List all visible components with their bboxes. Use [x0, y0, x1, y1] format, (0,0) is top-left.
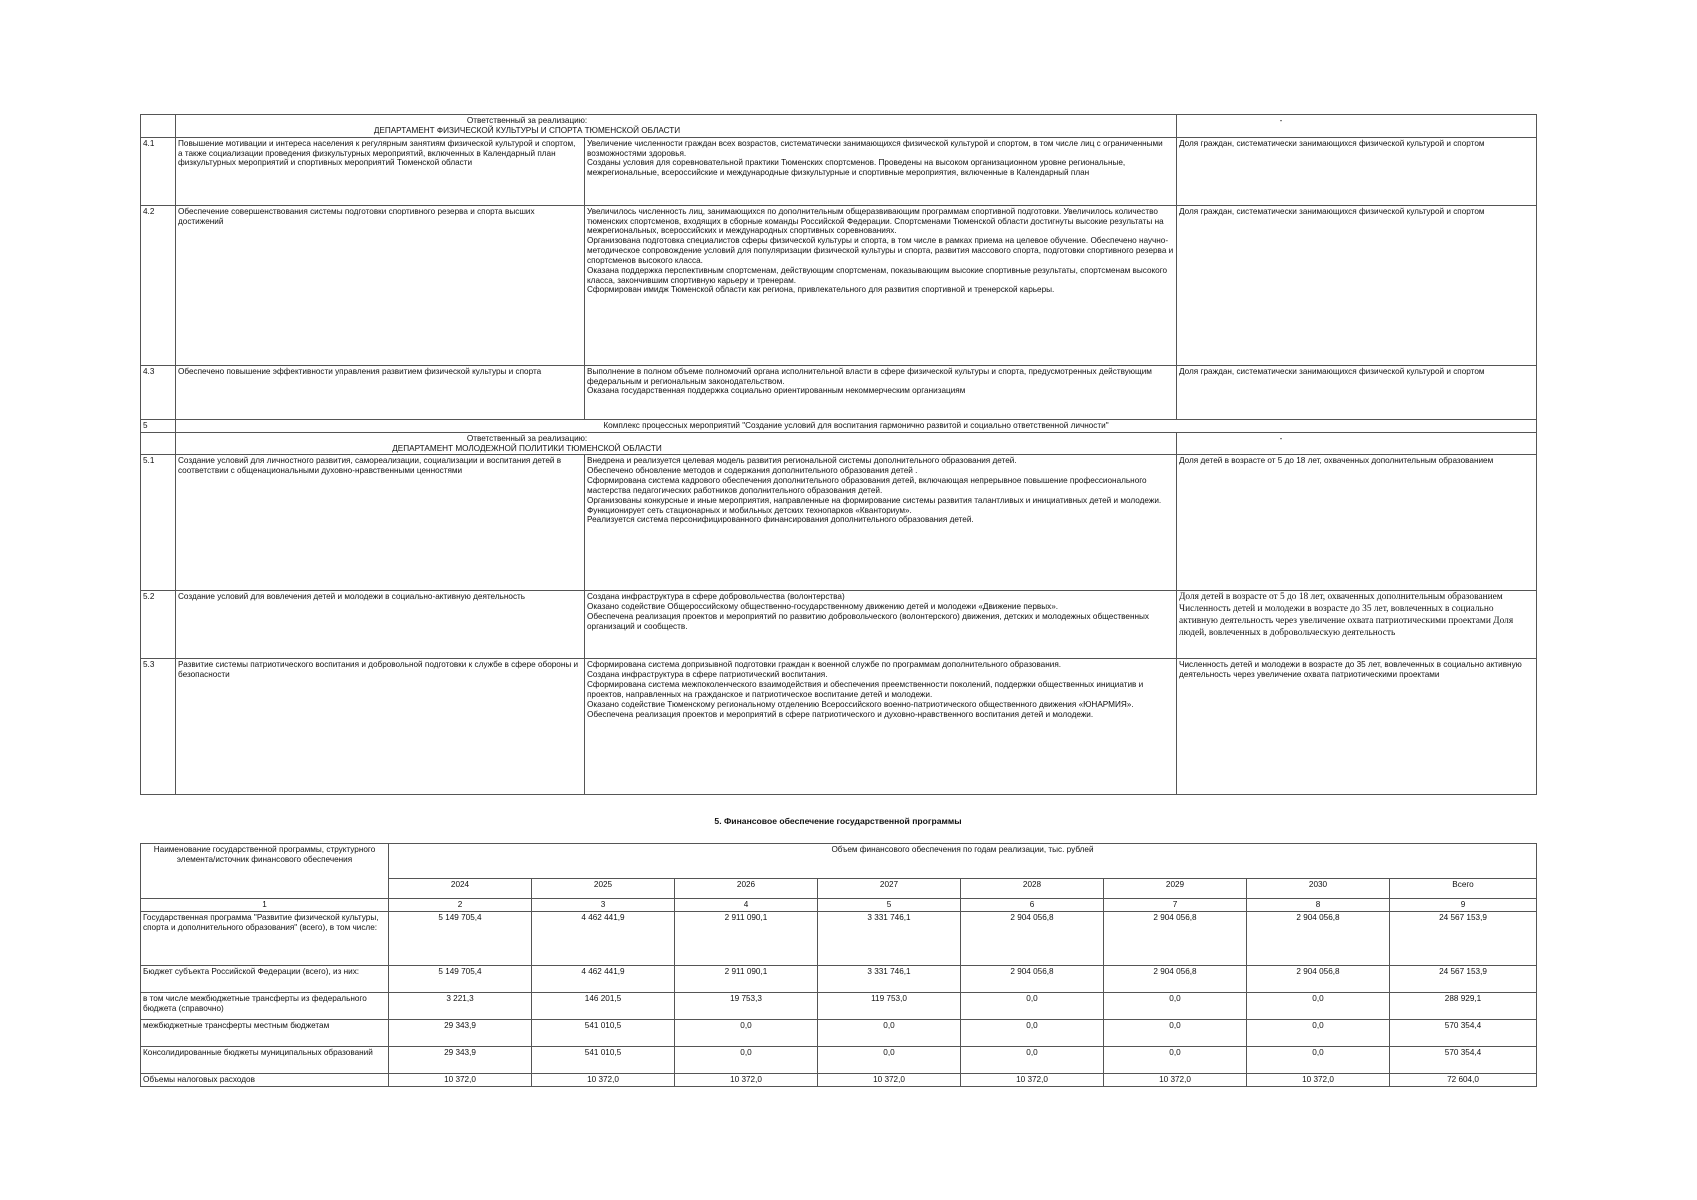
finance-value: 5 149 705,4 — [389, 911, 532, 965]
finance-value: 29 343,9 — [389, 1046, 532, 1073]
effect-text: Сформирована система допризывной подготовки граждан к военной службе по программам дополнительного образования. Создана инфраструктура в сфере патриотический воспитания. Сформирована система межпоколенческого взаимодействия и обеспечения преемственности поколений, поддержки общественных инициатив и проектов, направленных на гражданское и патриотическое воспитание детей и молодежи. Оказано содействие Тюменскому региональному отделению Всероссийского военно-патриотического общественного движения «ЮНАРМИЯ». Обеспечена реализация проектов и мероприятий в сфере патриотического и духовно-нравственного воспитания детей и молодежи. — [585, 659, 1177, 795]
responsible-dash-cell — [1177, 432, 1537, 455]
effect-text: Внедрена и реализуется целевая модель развития региональной системы дополнительного образования детей. Обеспечено обновление методов и содержания дополнительного образования детей . Сформирована система кадрового обеспечения дополнительного образования детей, включающая непрерывное повышение профессионального мастерства педагогических работников дополнительного образования детей. Организованы конкурсные и иные мероприятия, направленные на формирование системы развития талантливых и инициативных детей и молодежи. Функционирует сеть стационарных и мобильных детских технопарков «Кванториум». Реализуется система персонифицированного финансирования дополнительного образования детей. — [585, 455, 1177, 591]
finance-value: 5 149 705,4 — [389, 965, 532, 992]
section-row — [141, 419, 1537, 432]
year-header: 2028 — [961, 879, 1104, 899]
column-number: 4 — [675, 899, 818, 912]
year-header: 2030 — [1247, 879, 1390, 899]
year-header: Всего — [1390, 879, 1537, 899]
finance-value: 10 372,0 — [532, 1073, 675, 1086]
column-number: 9 — [1390, 899, 1537, 912]
task-text: Создание условий для вовлечения детей и молодежи в социально-активную деятельность — [176, 591, 585, 659]
table-row — [141, 455, 1537, 591]
finance-value: 10 372,0 — [1104, 1073, 1247, 1086]
year-header: 2027 — [818, 879, 961, 899]
indicator-text: Доля граждан, систематически занимающихся физической культурой и спортом — [1177, 205, 1537, 365]
finance-row — [141, 1046, 1537, 1073]
finance-value: 0,0 — [1104, 992, 1247, 1019]
finance-value: 541 010,5 — [532, 1019, 675, 1046]
finance-value: 0,0 — [961, 992, 1104, 1019]
finance-value: 0,0 — [1104, 1046, 1247, 1073]
finance-value: 2 904 056,8 — [961, 965, 1104, 992]
finance-value: 0,0 — [1104, 1019, 1247, 1046]
finance-table — [140, 843, 1537, 1087]
finance-row-name: Консолидированные бюджеты муниципальных образований — [141, 1046, 389, 1073]
column-number: 7 — [1104, 899, 1247, 912]
effect-text: Создана инфраструктура в сфере добровольчества (волонтерства) Оказано содействие Общероссийскому общественно-государственному движению детей и молодежи «Движение первых». Обеспечена реализация проектов и мероприятий по развитию добровольческого (волонтерского) движения, детских и молодежных общественных организаций и сообществ. — [585, 591, 1177, 659]
indicator-text: Доля граждан, систематически занимающихся физической культурой и спортом — [1177, 365, 1537, 419]
finance-value: 570 354,4 — [1390, 1019, 1537, 1046]
responsible-cell — [176, 432, 1177, 455]
row-number: 5.2 — [141, 591, 176, 659]
finance-value: 4 462 441,9 — [532, 911, 675, 965]
finance-value: 29 343,9 — [389, 1019, 532, 1046]
finance-value: 3 331 746,1 — [818, 911, 961, 965]
section-number: 5 — [141, 419, 176, 432]
row-number: 5.3 — [141, 659, 176, 795]
finance-value: 2 904 056,8 — [1104, 911, 1247, 965]
column-number: 8 — [1247, 899, 1390, 912]
finance-value: 72 604,0 — [1390, 1073, 1537, 1086]
indicator-text: Доля детей в возрасте от 5 до 18 лет, охваченных дополнительным образованием — [1177, 455, 1537, 591]
indicator-text: Численность детей и молодежи в возрасте до 35 лет, вовлеченных в социально активную деятельность через увеличение охвата патриотическими проектами — [1177, 659, 1537, 795]
responsible-dash: - — [1279, 433, 1283, 443]
finance-value: 0,0 — [961, 1046, 1104, 1073]
finance-value: 19 753,3 — [675, 992, 818, 1019]
finance-value: 0,0 — [1247, 1046, 1390, 1073]
responsible-cell — [176, 115, 1177, 138]
year-header: 2029 — [1104, 879, 1247, 899]
finance-value: 0,0 — [1247, 992, 1390, 1019]
finance-value: 10 372,0 — [818, 1073, 961, 1086]
finance-value: 0,0 — [675, 1019, 818, 1046]
row-number: 4.1 — [141, 137, 176, 205]
responsible-dash: - — [1279, 116, 1283, 125]
finance-section-title: 5. Финансовое обеспечение государственной программы — [714, 816, 962, 826]
responsible-dash-cell — [1177, 115, 1537, 138]
responsible-department: ДЕПАРТАМЕНТ ФИЗИЧЕСКОЙ КУЛЬТУРЫ И СПОРТА ТЮМЕНСКОЙ ОБЛАСТИ — [373, 125, 681, 135]
column-number: 1 — [141, 899, 389, 912]
table-row — [141, 591, 1537, 659]
finance-row-name: Бюджет субъекта Российской Федерации (всего), из них: — [141, 965, 389, 992]
responsible-row — [141, 432, 1537, 455]
indicator-text: Доля детей в возрасте от 5 до 18 лет, охваченных дополнительным образованием Численность детей и молодежи в возрасте до 35 лет, вовлеченных в социально активную деятельность через увеличение охвата патриотическими проектами Доля людей, вовлеченных в добровольческую деятельность — [1177, 591, 1537, 659]
effect-text: Увеличилось численность лиц, занимающихся по дополнительным общеразвивающим программам спортивной подготовки. Увеличилось количество тюменских спортсменов, входящих в сборные команды Российской Федерации. Спортсменами Тюменской области достигнуты высокие результаты на межрегиональных, всероссийских и международных спортивных соревнованиях. Организована подготовка специалистов сферы физической культуры и спорта, в том числе в рамках приема на целевое обучение. Обеспечено научно-методическое сопровождение условий для популяризации физической культуры и спорта, развития массового спорта, подготовки спортивного резерва и спортсменов высокого класса. Оказана поддержка перспективным спортсменам, действующим спортсменам, показывающим высокие спортивные результаты, спортсменам высокого класса, закончившим спортивную карьеру и тренерам. Сформирован имидж Тюменской области как региона, привлекательного для развития спортивной и тренерской карьеры. — [585, 205, 1177, 365]
finance-row — [141, 965, 1537, 992]
row-number: 4.2 — [141, 205, 176, 365]
finance-value: 0,0 — [1247, 1019, 1390, 1046]
finance-colnum-row — [141, 899, 1537, 912]
responsible-row — [141, 115, 1537, 138]
year-header: 2024 — [389, 879, 532, 899]
finance-row — [141, 1019, 1537, 1046]
finance-value: 2 911 090,1 — [675, 965, 818, 992]
effect-text: Увеличение численности граждан всех возрастов, систематически занимающихся физической культурой и спортом, в том числе лиц с ограниченными возможностями здоровья. Созданы условия для соревновательной практики Тюменских спортсменов. Проведены на высоком организационном уровне региональные, межрегиональные, всероссийские и международные физкультурные и спортивные мероприятия, включенные в Календарный план — [585, 137, 1177, 205]
finance-value: 2 904 056,8 — [1104, 965, 1247, 992]
finance-value: 2 904 056,8 — [1247, 911, 1390, 965]
table-row — [141, 365, 1537, 419]
finance-value: 24 567 153,9 — [1390, 965, 1537, 992]
task-text: Развитие системы патриотического воспитания и добровольной подготовки к службе в сфере обороны и безопасности — [176, 659, 585, 795]
finance-value: 3 331 746,1 — [818, 965, 961, 992]
finance-value: 10 372,0 — [675, 1073, 818, 1086]
finance-row — [141, 1073, 1537, 1086]
finance-value: 288 929,1 — [1390, 992, 1537, 1019]
finance-value: 119 753,0 — [818, 992, 961, 1019]
responsible-label: Ответственный за реализацию: — [466, 116, 588, 125]
tasks-table — [140, 114, 1537, 795]
table-row — [141, 205, 1537, 365]
finance-value: 0,0 — [818, 1019, 961, 1046]
finance-value: 2 904 056,8 — [961, 911, 1104, 965]
section-title: Комплекс процессных мероприятий "Создание условий для воспитания гармонично развитой и социально ответственной личности" — [176, 419, 1537, 432]
task-text: Обеспечено повышение эффективности управления развитием физической культуры и спорта — [176, 365, 585, 419]
finance-header-name: Наименование государственной программы, структурного элемента/источник финансового обеспечения — [141, 844, 389, 899]
row-number: 5.1 — [141, 455, 176, 591]
finance-row — [141, 992, 1537, 1019]
column-number: 6 — [961, 899, 1104, 912]
table-row — [141, 659, 1537, 795]
year-header: 2025 — [532, 879, 675, 899]
finance-row-name: в том числе межбюджетные трансферты из федерального бюджета (справочно) — [141, 992, 389, 1019]
task-text: Обеспечение совершенствования системы подготовки спортивного резерва и спорта высших достижений — [176, 205, 585, 365]
responsible-label: Ответственный за реализацию: — [466, 433, 588, 443]
finance-value: 24 567 153,9 — [1390, 911, 1537, 965]
finance-value: 541 010,5 — [532, 1046, 675, 1073]
finance-row — [141, 911, 1537, 965]
task-text: Повышение мотивации и интереса населения к регулярным занятиям физической культурой и спортом, а также социализации проведения физкультурных мероприятий, включенных в Календарный план физкультурных мероприятий и спортивных мероприятий Тюменской области — [176, 137, 585, 205]
task-text: Создание условий для личностного развития, самореализации, социализации и воспитания детей в соответствии с общенациональными духовно-нравственными ценностями — [176, 455, 585, 591]
finance-row-name: Объемы налоговых расходов — [141, 1073, 389, 1086]
finance-header-row — [141, 844, 1537, 879]
indicator-text: Доля граждан, систематически занимающихся физической культурой и спортом — [1177, 137, 1537, 205]
table-row — [141, 137, 1537, 205]
row-number: 4.3 — [141, 365, 176, 419]
finance-value: 570 354,4 — [1390, 1046, 1537, 1073]
finance-header-volume: Объем финансового обеспечения по годам реализации, тыс. рублей — [389, 844, 1537, 879]
finance-row-name: Государственная программа "Развитие физической культуры, спорта и дополнительного образования" (всего), в том числе: — [141, 911, 389, 965]
responsible-department: ДЕПАРТАМЕНТ МОЛОДЕЖНОЙ ПОЛИТИКИ ТЮМЕНСКОЙ ОБЛАСТИ — [392, 443, 662, 453]
finance-value: 10 372,0 — [961, 1073, 1104, 1086]
column-number: 2 — [389, 899, 532, 912]
column-number: 3 — [532, 899, 675, 912]
finance-value: 2 904 056,8 — [1247, 965, 1390, 992]
effect-text: Выполнение в полном объеме полномочий органа исполнительной власти в сфере физической культуры и спорта, предусмотренных действующим федеральным и региональным законодательством. Оказана государственная поддержка социально ориентированным некоммерческим организациям — [585, 365, 1177, 419]
finance-row-name: межбюджетные трансферты местным бюджетам — [141, 1019, 389, 1046]
column-number: 5 — [818, 899, 961, 912]
finance-value: 10 372,0 — [389, 1073, 532, 1086]
finance-value: 3 221,3 — [389, 992, 532, 1019]
year-header: 2026 — [675, 879, 818, 899]
finance-value: 146 201,5 — [532, 992, 675, 1019]
finance-value: 10 372,0 — [1247, 1073, 1390, 1086]
finance-value: 2 911 090,1 — [675, 911, 818, 965]
finance-value: 0,0 — [675, 1046, 818, 1073]
finance-value: 0,0 — [961, 1019, 1104, 1046]
finance-value: 4 462 441,9 — [532, 965, 675, 992]
finance-value: 0,0 — [818, 1046, 961, 1073]
